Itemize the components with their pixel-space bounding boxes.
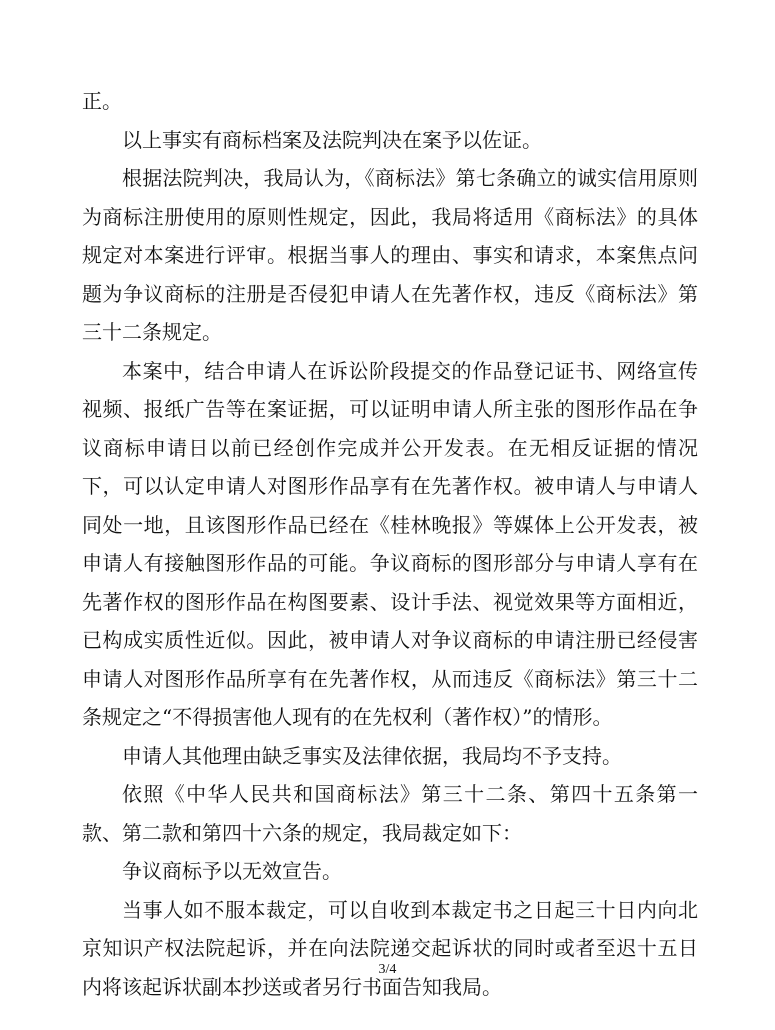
paragraph-other-reasons: 申请人其他理由缺乏事实及法律依据，我局均不予支持。 [122, 743, 622, 768]
paragraph-court-judgment: 根据法院判决，我局认为，《商标法》第七条确立的诚实信用原则为商标注册使用的原则性规定，因此，我局将适用《商标法》的具体规定对本案进行评审。根据当事人的理由、事实和请求，本案焦点问题为争议商标的注册是否侵犯申请人在先著作权，违反《商标法》第三十二条规定。 [82, 166, 698, 344]
paragraph-legal-basis: 依照《中华人民共和国商标法》第三十二条、第四十五条第一款、第二款和第四十六条的规定，我局裁定如下： [82, 782, 698, 845]
paragraph-evidence: 以上事实有商标档案及法院判决在案予以佐证。 [122, 127, 542, 152]
paragraph-continuation: 正。 [82, 89, 122, 113]
paragraph-appeal-notice: 当事人如不服本裁定，可以自收到本裁定书之日起三十日内向北京知识产权法院起诉，并在向法院递交起诉状的同时或者至迟十五日内将该起诉状副本抄送或者另行书面告知我局。 [82, 897, 698, 999]
paragraph-ruling: 争议商标予以无效宣告。 [122, 859, 342, 883]
document-body [82, 82, 698, 1006]
paragraph-case-analysis: 本案中，结合申请人在诉讼阶段提交的作品登记证书、网络宣传视频、报纸广告等在案证据，可以证明申请人所主张的图形作品在争议商标申请日以前已经创作完成并公开发表。在无相反证据的情况下，可以认定申请人对图形作品享有在先著作权。被申请人与申请人同处一地，且该图形作品已经在《桂林晚报》等媒体上公开发表，被申请人有接触图形作品的可能。争议商标的图形部分与申请人享有在先著作权的图形作品在构图要素、设计手法、视觉效果等方面相近，已构成实质性近似。因此，被申请人对争议商标的申请注册已经侵害申请人对图形作品所享有在先著作权，从而违反《商标法》第三十二条规定之“不得损害他人现有的在先权利（著作权）”的情形。 [82, 358, 698, 729]
page-number: 3/4 [378, 962, 397, 977]
